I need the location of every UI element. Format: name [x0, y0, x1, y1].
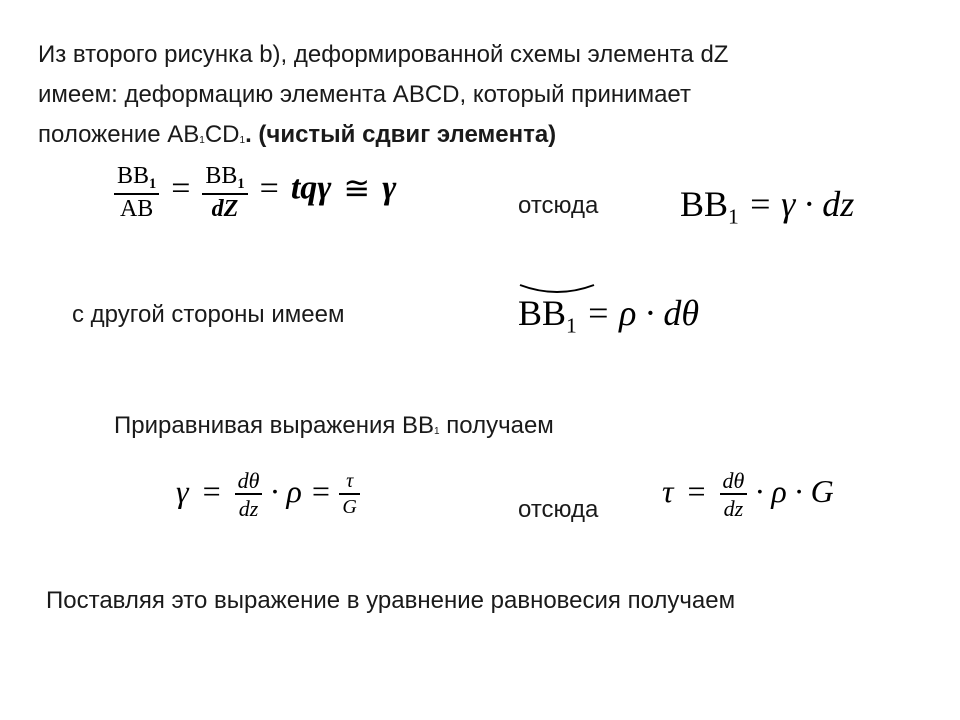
intro-line-2: имеем: деформацию элемента ABCD, который принимает	[38, 81, 691, 108]
arc-bb1: $BB_1$	[518, 290, 577, 349]
fraction-tau-g: $\frac{\tau}{G}$	[339, 471, 359, 518]
formula-gamma-tau-g: γ = $\frac{d\theta}{dz}$ · ρ = $\frac{\tau}{G}$	[176, 469, 360, 520]
connector-otsyuda-2: отсюда	[518, 496, 599, 523]
fraction-bb1-ab: $\frac{BB_1}{AB}$	[114, 164, 159, 222]
formula-bb1-gamma-dz: $BB_1 = \gamma$ · dz	[680, 184, 855, 229]
other-side-text: с другой стороны имеем	[72, 301, 345, 328]
intro-line-1: Из второго рисунка b), деформированной схемы элемента dZ	[38, 41, 729, 68]
formula-arc-bb1: $BB_1 = \rho \cdot d\theta$	[518, 290, 699, 349]
formula-tau: τ = $\frac{d\theta}{dz}$ · ρ · G	[662, 468, 834, 522]
arc-mark-icon	[518, 283, 596, 299]
fraction-bb1-dz: $\frac{BB_1}{dZ}$	[202, 164, 247, 222]
formula-shear-angle: $\frac{BB_1}{AB}$ = $\frac{BB_1}{dZ}$ = tqγ ≅ γ	[114, 164, 396, 222]
closing-text: Поставляя это выражение в уравнение равновесия получаем	[46, 587, 736, 614]
connector-otsyuda-1: отсюда	[518, 192, 599, 219]
equating-text: Приравнивая выражения BB1 получаем	[114, 412, 554, 439]
intro-line-3: положение AB1CD1. (чистый сдвиг элемента)	[38, 121, 557, 148]
fraction-dtheta-dz: $\frac{d\theta}{dz}$	[235, 469, 263, 520]
fraction-dtheta-dz-2: $\frac{d\theta}{dz}$	[720, 469, 748, 520]
